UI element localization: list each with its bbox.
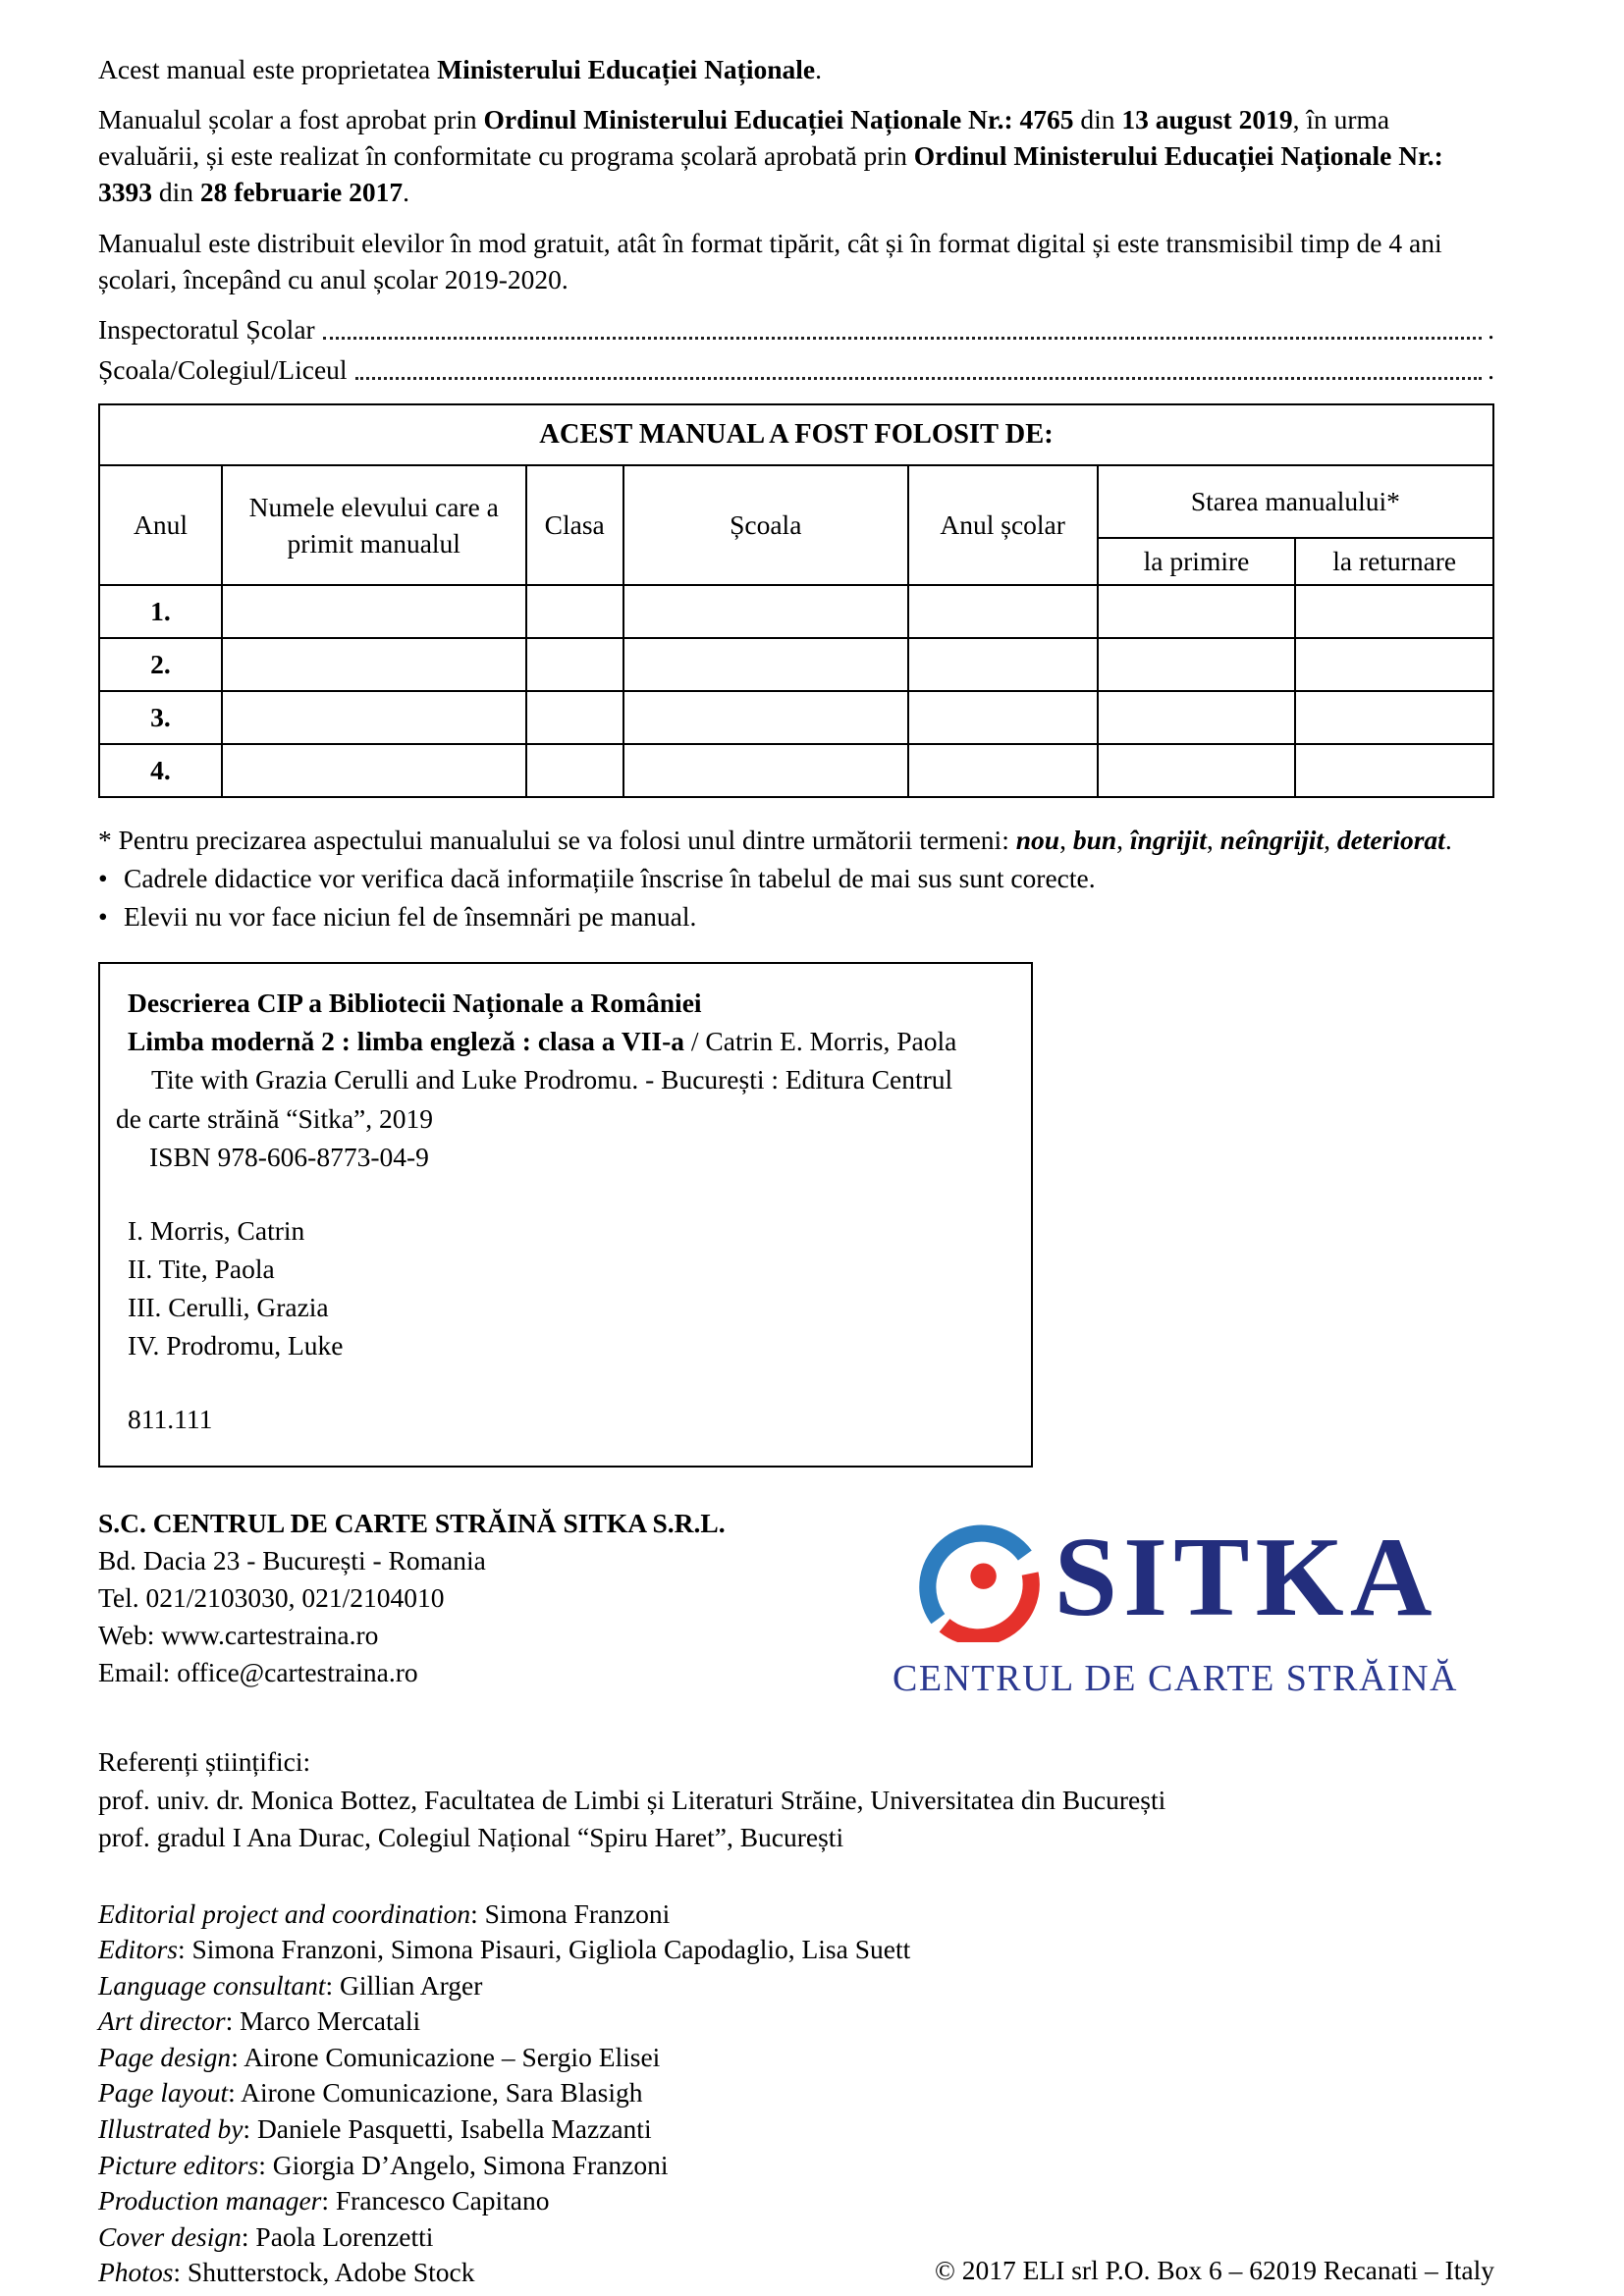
school-field bbox=[98, 351, 1494, 388]
ownership-end: . bbox=[815, 54, 822, 84]
line-end-period: . bbox=[1488, 313, 1494, 345]
credit-label: Page layout bbox=[98, 2077, 229, 2109]
school-label: Școala/Colegiul/Liceul bbox=[98, 353, 348, 385]
sitka-circle-logo-icon bbox=[912, 1513, 1042, 1642]
cip-title: Descrierea CIP a Bibliotecii Naționale a României bbox=[128, 988, 702, 1019]
credit-sep: : bbox=[470, 1897, 485, 1929]
credit-line bbox=[98, 2003, 1494, 2040]
usage-table bbox=[98, 403, 1494, 798]
credit-line bbox=[98, 2219, 1494, 2256]
row-number: 4. bbox=[99, 744, 222, 797]
note-end: . bbox=[1444, 825, 1452, 855]
approval-text-3: , în urma evaluării, și este realizat în conformitate cu programa școlară aprobată prin bbox=[98, 104, 1390, 172]
credit-sep: : bbox=[173, 2257, 188, 2288]
sep: , bbox=[1324, 825, 1337, 855]
empty-cell bbox=[1098, 691, 1296, 744]
credit-sep: : bbox=[243, 2113, 257, 2145]
inspectorate-label: Inspectoratul Școlar bbox=[98, 313, 315, 345]
star-note bbox=[98, 822, 1494, 858]
copyright-line: © 2017 ELI srl P.O. Box 6 – 62019 Recanati – Italy bbox=[934, 2255, 1494, 2286]
col-header-la-returnare: la returnare bbox=[1295, 538, 1493, 585]
empty-cell bbox=[222, 585, 526, 638]
sep: , bbox=[1116, 825, 1130, 855]
table-caption-row bbox=[99, 404, 1493, 465]
credit-sep: : bbox=[177, 1934, 192, 1965]
star-note-text: * Pentru precizarea aspectului manualului se va folosi unul dintre următorii termeni: bbox=[98, 825, 1016, 855]
col-header-nume: Numele elevului care a primit manualul bbox=[222, 465, 526, 585]
empty-cell bbox=[623, 638, 908, 691]
credit-line bbox=[98, 2183, 1494, 2219]
cip-author: I. Morris, Catrin bbox=[128, 1214, 305, 1246]
dotted-line bbox=[355, 376, 1483, 380]
credit-value: Airone Comunicazione, Sara Blasigh bbox=[241, 2077, 643, 2109]
credit-value: Giorgia D’Angelo, Simona Franzoni bbox=[272, 2149, 669, 2180]
col-header-starea: Starea manualului* bbox=[1098, 465, 1493, 538]
cip-book-title: Limba modernă 2 : limba engleză : clasa a VII-a bbox=[128, 1026, 685, 1057]
publisher-address: Bd. Dacia 23 - București - Romania bbox=[98, 1544, 486, 1575]
approval-paragraph bbox=[98, 101, 1494, 210]
ownership-text: Acest manual este proprietatea bbox=[98, 54, 438, 84]
credits-block bbox=[98, 1896, 1494, 2291]
dotted-line bbox=[323, 336, 1482, 340]
credit-label: Photos bbox=[98, 2257, 174, 2288]
credit-value: Gillian Arger bbox=[339, 1969, 483, 2001]
cip-author-list bbox=[128, 1211, 1009, 1364]
credit-label: Picture editors bbox=[98, 2149, 259, 2180]
order-date-1: 13 august 2019 bbox=[1121, 104, 1293, 135]
order-number-1: Ordinul Ministerului Educației Naționale Nr.: 4765 bbox=[483, 104, 1074, 135]
table-row bbox=[99, 585, 1493, 638]
approval-text-4: din bbox=[152, 177, 200, 208]
credit-value: Simona Franzoni bbox=[484, 1897, 671, 1929]
credit-sep: : bbox=[325, 1969, 340, 2001]
col-header-la-primire: la primire bbox=[1098, 538, 1296, 585]
approval-end: . bbox=[403, 177, 409, 208]
table-caption: ACEST MANUAL A FOST FOLOSIT DE: bbox=[99, 404, 1493, 465]
publisher-block bbox=[98, 1505, 726, 1691]
credit-line bbox=[98, 2148, 1494, 2184]
col-header-an-scolar: Anul școlar bbox=[908, 465, 1098, 585]
credit-sep: : bbox=[225, 2005, 241, 2037]
credit-sep: : bbox=[231, 2041, 244, 2072]
table-row bbox=[99, 638, 1493, 691]
line-end-period: . bbox=[1488, 353, 1494, 385]
credit-sep: : bbox=[321, 2185, 336, 2216]
empty-cell bbox=[1098, 744, 1296, 797]
term-deteriorat: deteriorat bbox=[1336, 825, 1445, 855]
credit-value: Francesco Capitano bbox=[335, 2185, 550, 2216]
empty-cell bbox=[222, 638, 526, 691]
cip-box bbox=[98, 962, 1033, 1467]
row-number: 2. bbox=[99, 638, 222, 691]
approval-text-1: Manualul școlar a fost aprobat prin bbox=[98, 104, 484, 135]
sep: , bbox=[1206, 825, 1220, 855]
bullet-text: Cadrele didactice vor verifica dacă informațiile înscrise în tabelul de mai sus sunt corecte. bbox=[124, 863, 1096, 894]
bullet-note-1 bbox=[98, 860, 1494, 896]
table-row bbox=[99, 744, 1493, 797]
empty-cell bbox=[222, 691, 526, 744]
credit-value: Marco Mercatali bbox=[240, 2005, 421, 2037]
credit-value: Paola Lorenzetti bbox=[255, 2220, 434, 2252]
term-neingrijit: neîngrijit bbox=[1219, 825, 1325, 855]
referee-line: prof. univ. dr. Monica Bottez, Facultatea de Limbi și Literaturi Străine, Universitatea din București bbox=[98, 1784, 1166, 1815]
bullet-note-2 bbox=[98, 898, 1494, 934]
ministry-name: Ministerului Educației Naționale bbox=[437, 54, 816, 84]
credit-sep: : bbox=[241, 2220, 256, 2252]
credit-line bbox=[98, 2040, 1494, 2076]
term-ingrijit: îngrijit bbox=[1129, 825, 1207, 855]
publisher-phone: Tel. 021/2103030, 021/2104010 bbox=[98, 1581, 445, 1613]
credit-label: Page design bbox=[98, 2041, 232, 2072]
empty-cell bbox=[222, 744, 526, 797]
sitka-wordmark: SITKA bbox=[1054, 1514, 1438, 1640]
term-nou: nou bbox=[1015, 825, 1060, 855]
term-bun: bun bbox=[1072, 825, 1117, 855]
credit-label: Art director bbox=[98, 2005, 226, 2037]
credit-line bbox=[98, 1932, 1494, 1968]
referees-block bbox=[98, 1743, 1494, 1857]
credit-value: Airone Comunicazione – Sergio Elisei bbox=[244, 2041, 661, 2072]
empty-cell bbox=[526, 744, 623, 797]
order-number-2: Ordinul Ministerului Educației Naționale Nr.: 3393 bbox=[98, 140, 1443, 208]
bullet-icon: • bbox=[98, 863, 108, 894]
cip-authors-start: / Catrin E. Morris, Paola bbox=[684, 1026, 957, 1057]
cip-entry-line-3: de carte străină “Sitka”, 2019 bbox=[116, 1102, 433, 1134]
credit-sep: : bbox=[228, 2077, 242, 2109]
empty-cell bbox=[1295, 638, 1493, 691]
cip-isbn: ISBN 978-606-8773-04-9 bbox=[149, 1141, 429, 1172]
empty-cell bbox=[526, 638, 623, 691]
credit-line bbox=[98, 2111, 1494, 2148]
publisher-logo-row bbox=[98, 1505, 1494, 1704]
bullet-icon: • bbox=[98, 901, 108, 933]
cip-udc-number: 811.111 bbox=[128, 1403, 213, 1434]
distribution-paragraph: Manualul este distribuit elevilor în mod gratuit, atât în format tipărit, cât și în format digital și este transmisibil timp de 4 ani școlari, începând cu anul școlar 2019-2020. bbox=[98, 227, 1442, 294]
credit-line bbox=[98, 1968, 1494, 2004]
empty-cell bbox=[623, 691, 908, 744]
col-header-scoala: Școala bbox=[623, 465, 908, 585]
credit-line bbox=[98, 1896, 1494, 1933]
referee-line: prof. gradul I Ana Durac, Colegiul Național “Spiru Haret”, București bbox=[98, 1822, 844, 1853]
bullet-text: Elevii nu vor face niciun fel de însemnări pe manual. bbox=[124, 901, 697, 933]
empty-cell bbox=[1295, 691, 1493, 744]
empty-cell bbox=[908, 585, 1098, 638]
publisher-name: S.C. CENTRUL DE CARTE STRĂINĂ SITKA S.R.L. bbox=[98, 1507, 726, 1538]
credit-line bbox=[98, 2075, 1494, 2111]
ownership-paragraph bbox=[98, 51, 1494, 87]
credit-label: Cover design bbox=[98, 2220, 242, 2252]
inspectorate-field bbox=[98, 311, 1494, 347]
empty-cell bbox=[908, 691, 1098, 744]
row-number: 1. bbox=[99, 585, 222, 638]
row-number: 3. bbox=[99, 691, 222, 744]
credit-label: Illustrated by bbox=[98, 2113, 244, 2145]
col-header-clasa: Clasa bbox=[526, 465, 623, 585]
empty-cell bbox=[908, 744, 1098, 797]
sep: , bbox=[1059, 825, 1073, 855]
cip-main-entry bbox=[128, 1022, 1009, 1060]
empty-cell bbox=[1098, 638, 1296, 691]
empty-cell bbox=[1098, 585, 1296, 638]
credit-label: Editors bbox=[98, 1934, 178, 1965]
cip-author: II. Tite, Paola bbox=[128, 1253, 275, 1284]
cip-author: IV. Prodromu, Luke bbox=[128, 1329, 344, 1361]
publisher-email: Email: office@cartestraina.ro bbox=[98, 1656, 418, 1687]
table-row bbox=[99, 691, 1493, 744]
sitka-logo-subtitle: CENTRUL DE CARTE STRĂINĂ bbox=[893, 1657, 1458, 1699]
publisher-web: Web: www.cartestraina.ro bbox=[98, 1619, 379, 1650]
empty-cell bbox=[526, 585, 623, 638]
empty-cell bbox=[623, 585, 908, 638]
sitka-logo-row bbox=[856, 1513, 1494, 1642]
credit-sep: : bbox=[258, 2149, 273, 2180]
cip-entry-line-2: Tite with Grazia Cerulli and Luke Prodromu. - București : Editura Centrul bbox=[151, 1064, 953, 1095]
referees-heading: Referenți științifici: bbox=[98, 1746, 311, 1778]
approval-text-2: din bbox=[1073, 104, 1122, 135]
empty-cell bbox=[1295, 744, 1493, 797]
credit-label: Editorial project and coordination bbox=[98, 1897, 471, 1929]
credit-label: Language consultant bbox=[98, 1969, 326, 2001]
credit-value: Daniele Pasquetti, Isabella Mazzanti bbox=[256, 2113, 652, 2145]
empty-cell bbox=[526, 691, 623, 744]
col-header-anul: Anul bbox=[99, 465, 222, 585]
order-date-2: 28 februarie 2017 bbox=[199, 177, 404, 208]
empty-cell bbox=[623, 744, 908, 797]
table-header-row bbox=[99, 465, 1493, 538]
sitka-logo-block bbox=[856, 1505, 1494, 1704]
credit-value: Shutterstock, Adobe Stock bbox=[187, 2257, 475, 2288]
empty-cell bbox=[908, 638, 1098, 691]
cip-author: III. Cerulli, Grazia bbox=[128, 1291, 329, 1322]
empty-cell bbox=[1295, 585, 1493, 638]
credit-label: Production manager bbox=[98, 2185, 322, 2216]
credit-value: Simona Franzoni, Simona Pisauri, Gigliola Capodaglio, Lisa Suett bbox=[191, 1934, 911, 1965]
